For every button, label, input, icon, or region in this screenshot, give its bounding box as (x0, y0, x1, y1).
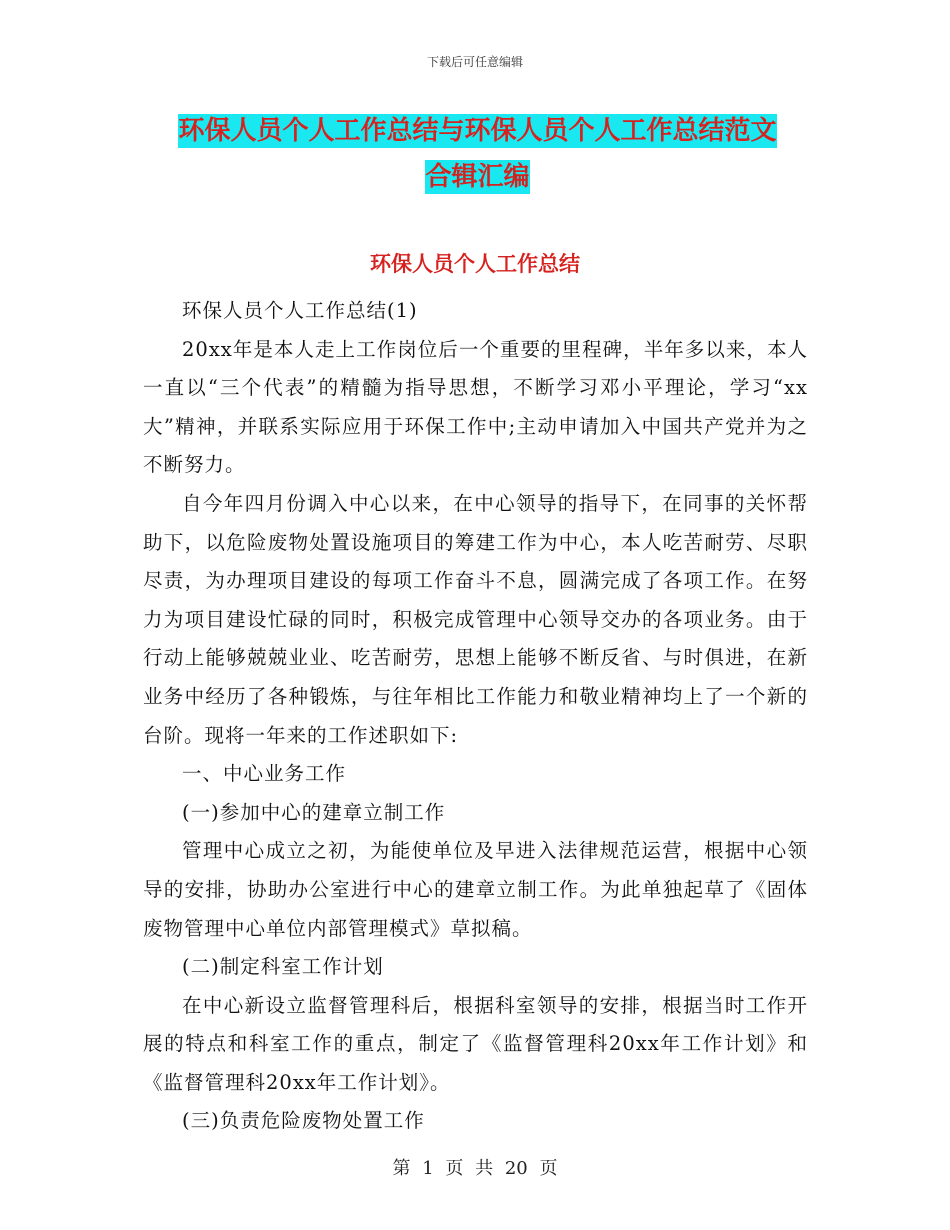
page-number: 第 1 页 共 20 页 (392, 1158, 558, 1179)
header-note: 下载后可任意编辑 (426, 55, 523, 69)
document-title (140, 108, 815, 200)
paragraph-heading: (二)制定科室工作计划 (182, 955, 384, 979)
paragraph-heading: (三)负责危险废物处置工作 (182, 1109, 425, 1133)
document-title-line-2: 合辑汇编 (425, 162, 530, 192)
document-title-line-1: 环保人员个人工作总结与环保人员个人工作总结范文 (178, 116, 777, 146)
paragraph: 在中心新设立监督管理科后，根据科室领导的安排，根据当时工作开展的特点和科室工作的重点，制定了《监督管理科20xx年工作计划》和《监督管理科20xx年工作计划》。 (143, 993, 808, 1094)
paragraph-heading: 一、中心业务工作 (182, 762, 347, 786)
document-body (143, 292, 808, 1141)
paragraph-heading: (一)参加中心的建章立制工作 (182, 800, 446, 824)
paragraph-subtitle: 环保人员个人工作总结(1) (182, 299, 418, 322)
paragraph: 管理中心成立之初，为能使单位及早进入法律规范运营，根据中心领导的安排，协助办公室进行中心的建章立制工作。为此单独起草了《固体废物管理中心单位内部管理模式》草拟稿。 (143, 839, 808, 940)
paragraph: 20xx年是本人走上工作岗位后一个重要的里程碑，半年多以来，本人一直以“三个代表”的精髓为指导思想，不断学习邓小平理论，学习“xx大”精神，并联系实际应用于环保工作中;主动申请加入中国共产党并为之不断努力。 (143, 337, 808, 477)
section-heading: 环保人员个人工作总结 (370, 252, 580, 276)
paragraph: 自今年四月份调入中心以来，在中心领导的指导下，在同事的关怀帮助下，以危险废物处置设施项目的筹建工作为中心，本人吃苦耐劳、尽职尽责，为办理项目建设的每项工作奋斗不息，圆满完成了各项工作。在努力为项目建设忙碌的同时，积极完成管理中心领导交办的各项业务。由于行动上能够兢兢业业、吃苦耐劳，思想上能够不断反省、与时俱进，在新业务中经历了各种锻炼，与往年相比工作能力和敬业精神均上了一个新的台阶。现将一年来的工作述职如下: (143, 491, 808, 747)
